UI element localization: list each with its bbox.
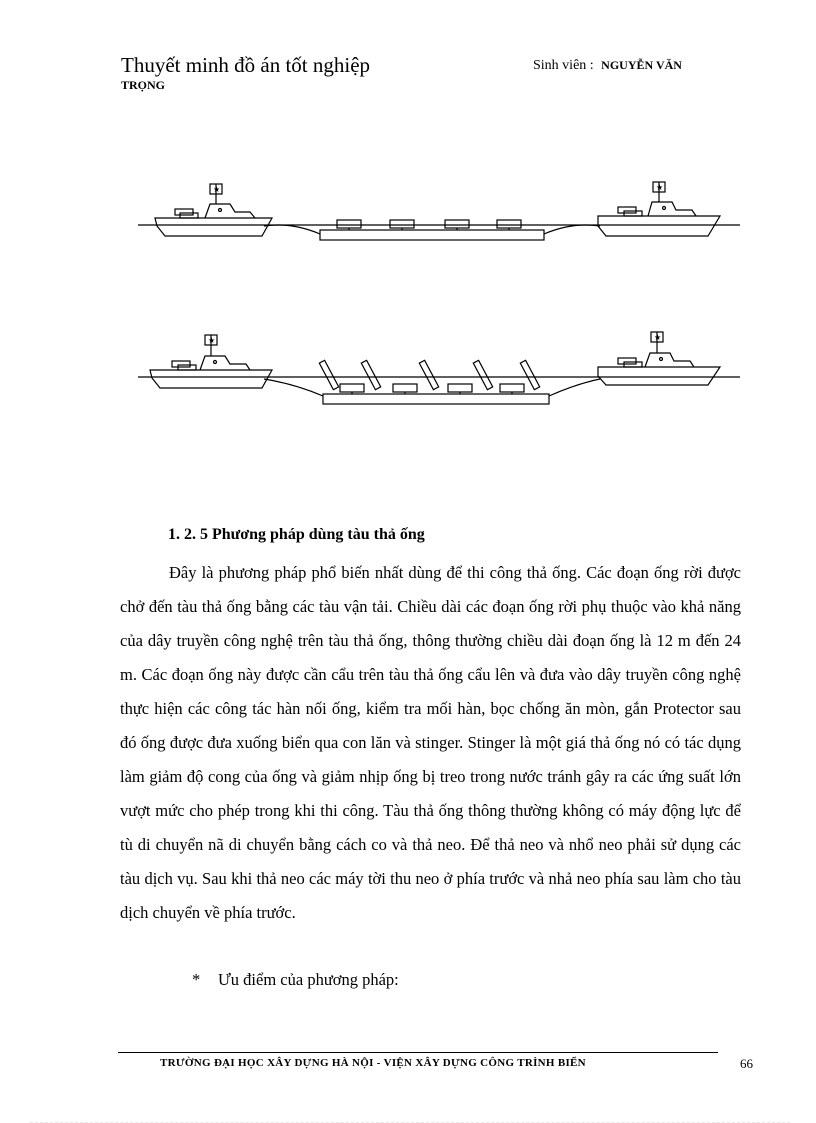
- footer-divider: [118, 1052, 718, 1053]
- section-heading: 1. 2. 5 Phương pháp dùng tàu thả ống: [168, 526, 425, 543]
- bullet-item: [192, 970, 399, 990]
- paragraph: Đây là phương pháp phổ biến nhất dùng để thi công thả ống. Các đoạn ống rời được chở đến tàu thả ống bằng các tàu vận tải. Chiều dài các đoạn ống rời phụ thuộc vào khả năng của dây truyền công nghệ trên tàu thả ống, thông thường chiều dài đoạn ống là 12 m đến 24 m. Các đoạn ống này được cần cẩu trên tàu thả ống cẩu lên và đưa vào dây truyền công nghệ thực hiện các công tác hàn nối ống, kiểm tra mối hàn, bọc chống ăn mòn, gắn Protector sau đó ống được đưa xuống biển qua con lăn và stinger. Stinger là một giá thả ống nó có tác dụng làm giảm độ cong của ống và giảm nhịp ống bị treo trong nước tránh gây ra các ứng suất lớn vượt mức cho phép trong khi thi công. Tàu thả ống thông thường không có máy động lực để tù di chuyển nã di chuyển bằng cách co và thả neo. Để thả neo và nhổ neo phải sử dụng các tàu dịch vụ. Sau khi thả neo các máy tời thu neo ở phía trước và nhả neo phía sau làm cho tàu dịch chuyển về phía trước.: [120, 563, 741, 922]
- ship-icon: [150, 335, 272, 388]
- page-header-right: [533, 58, 682, 74]
- svg-text:★: ★: [656, 183, 664, 192]
- ship-icon: [155, 184, 272, 236]
- pipe-laying-ships-diagram-icon: [0, 160, 816, 440]
- body-text: [120, 556, 741, 930]
- bullet-text: Ưu điểm của phương pháp:: [218, 970, 399, 989]
- svg-text:★: ★: [208, 336, 216, 345]
- student-name: NGUYỄN VĂN: [601, 58, 682, 72]
- student-label: Sinh viên :: [533, 58, 594, 73]
- page-header-left: [121, 52, 370, 92]
- footer-institution: TRƯỜNG ĐẠI HỌC XÂY DỰNG HÀ NỘI - VIỆN XÂY DỰNG CÔNG TRÌNH BIỂN: [160, 1057, 586, 1069]
- bullet-mark: *: [192, 970, 201, 989]
- page-number: 66: [740, 1056, 753, 1071]
- document-title: Thuyết minh đồ án tốt nghiệp: [121, 53, 371, 77]
- student-name-continuation: TRỌNG: [121, 78, 166, 92]
- svg-text:★: ★: [213, 185, 221, 194]
- ship-icon: [598, 182, 720, 236]
- svg-text:★: ★: [654, 333, 662, 342]
